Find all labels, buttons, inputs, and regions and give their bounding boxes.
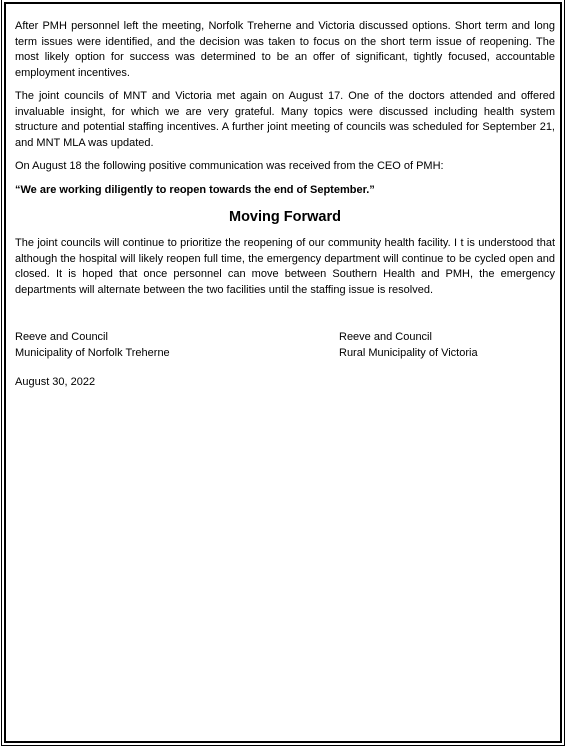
signature-left-title: Reeve and Council [15,331,108,343]
paragraph-moving-forward: The joint councils will continue to prioritize the reopening of our community health facility. I t is understood that although the hospital will likely reopen full time, the emergency department will continue to be cycled open and closed. It is hoped that once personnel can move between Southern Health and PMH, the emergency departments will alternate between the two facilities until the staffing issue is resolved. [15,237,555,296]
ceo-quote: “We are working diligently to reopen towards the end of September.” [15,183,375,196]
signature-left [15,330,231,361]
signature-section [15,330,555,361]
paragraph-pmh-meeting: After PMH personnel left the meeting, Norfolk Treherne and Victoria discussed options. Short term and long term issues were identified, and the decision was taken to focus on the short term issue of reopening. The most likely option for success was determined to be an offer of significant, tightly focused, accountable employment incentives. [15,20,555,79]
document-date: August 30, 2022 [15,376,96,388]
signature-left-municipality: Municipality of Norfolk Treherne [15,346,170,359]
paragraph-communication: On August 18 the following positive communication was received from the CEO of PMH: [15,160,444,172]
paragraph-joint-councils: The joint councils of MNT and Victoria met again on August 17. One of the doctors attended and offered invaluable insight, for which we are very grateful. Many topics were discussed including health system structure and potential staffing incentives. A further joint meeting of councils was scheduled for September 21, and MNT MLA was updated. [15,90,555,149]
signature-right-municipality: Rural Municipality of Victoria [339,346,478,359]
signature-right [339,330,555,361]
document-body [15,19,555,391]
section-heading: Moving Forward [229,209,341,225]
signature-right-title: Reeve and Council [339,331,432,343]
